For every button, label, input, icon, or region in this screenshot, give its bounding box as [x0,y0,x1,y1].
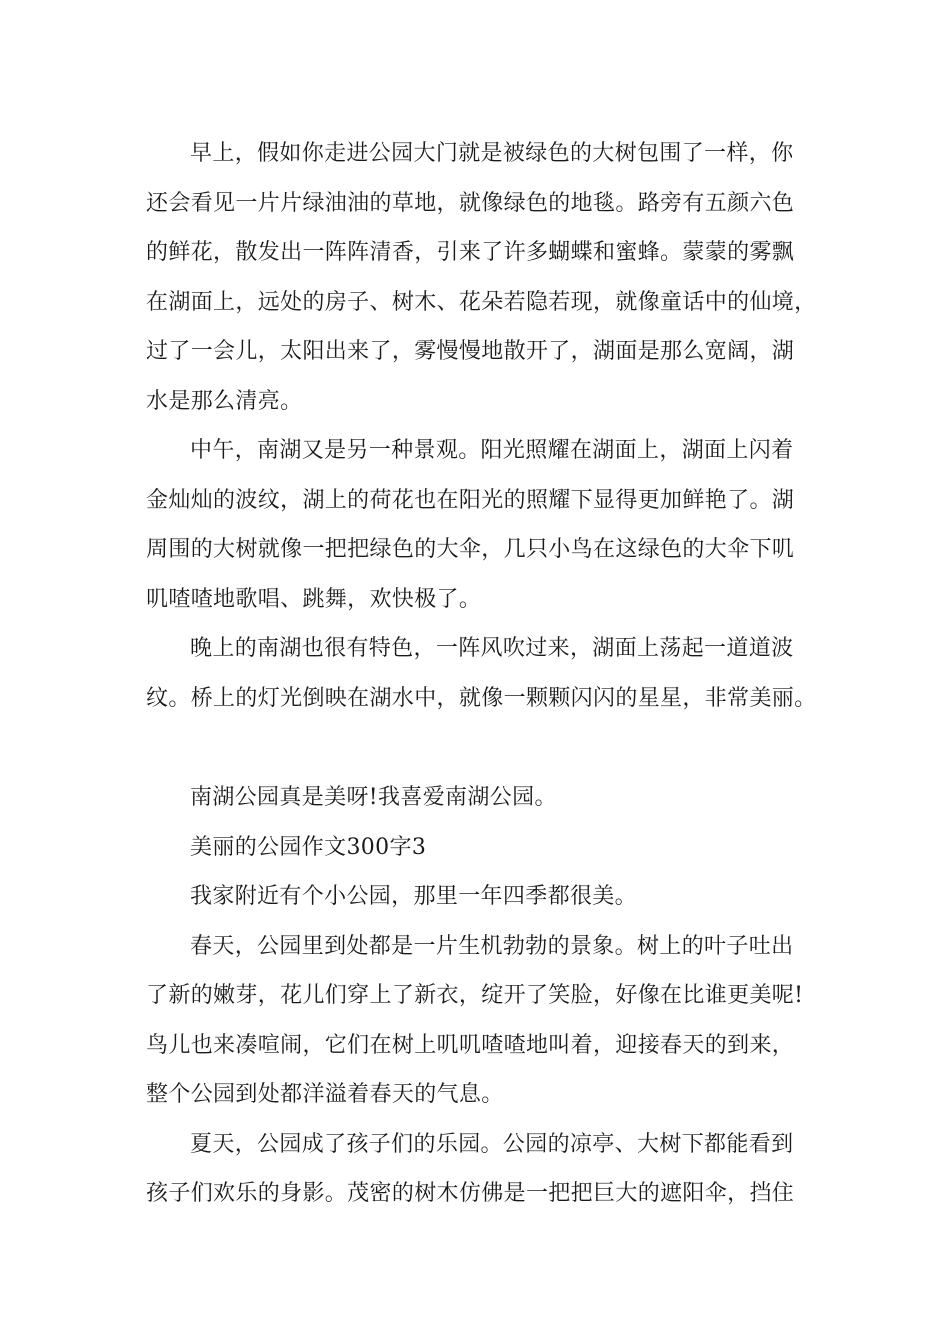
paragraph-spacer [146,723,816,773]
text-line: 在湖面上，远处的房子、树木、花朵若隐若现，就像童话中的仙境， [146,289,817,315]
text-line: 周围的大树就像一把把绿色的大伞，几只小鸟在这绿色的大伞下叽 [146,537,795,562]
text-line: 纹。桥上的灯光倒映在湖水中，就像一颗颗闪闪的星星，非常美丽。 [146,685,817,711]
text-line: 晚上的南湖也很有特色，一阵风吹过来，湖面上荡起一道道波 [190,636,794,661]
document-body [146,129,816,1219]
text-line: 整个公园到处都洋溢着春天的气息。 [146,1082,504,1107]
text-line: 中午，南湖又是另一种景观。阳光照耀在湖面上，湖面上闪着 [190,438,794,463]
text-line: 我家附近有个小公园，那里一年四季都很美。 [190,884,638,909]
text-line: 还会看见一片片绿油油的草地，就像绿色的地毯。路旁有五颜六色 [146,190,795,216]
paragraph [146,922,816,1120]
text-line: 美丽的公园作文300字3 [190,834,427,860]
text-line: 叽喳喳地歌唱、跳舞，欢快极了。 [146,586,482,612]
paragraph [146,773,816,823]
paragraph [146,872,816,922]
text-line: 早上，假如你走进公园大门就是被绿色的大树包围了一样，你 [190,141,794,166]
text-line: 南湖公园真是美呀!我喜爱南湖公园。 [190,785,557,810]
paragraph [146,129,816,426]
text-line: 金灿灿的波纹，湖上的荷花也在阳光的照耀下显得更加鲜艳了。湖 [146,487,795,513]
text-line: 鸟儿也来凑喧闹，它们在树上叽叽喳喳地叫着，迎接春天的到来， [146,1032,795,1058]
text-line: 水是那么清亮。 [146,388,303,414]
text-line: 孩子们欢乐的身影。茂密的树木仿佛是一把把巨大的遮阳伞，挡住 [146,1181,795,1206]
text-line: 了新的嫩芽，花儿们穿上了新衣，绽开了笑脸，好像在比谁更美呢! [146,983,804,1008]
paragraph [146,426,816,624]
text-line: 夏天，公园成了孩子们的乐园。公园的凉亭、大树下都能看到 [190,1131,794,1157]
text-line: 的鲜花，散发出一阵阵清香，引来了许多蝴蝶和蜜蜂。蒙蒙的雾飘 [146,240,795,265]
paragraph [146,823,816,873]
text-line: 过了一会儿，太阳出来了，雾慢慢地散开了，湖面是那么宽阔，湖 [146,339,795,364]
paragraph [146,1120,816,1219]
paragraph [146,624,816,723]
text-line: 春天，公园里到处都是一片生机勃勃的景象。树上的叶子吐出 [190,933,794,959]
